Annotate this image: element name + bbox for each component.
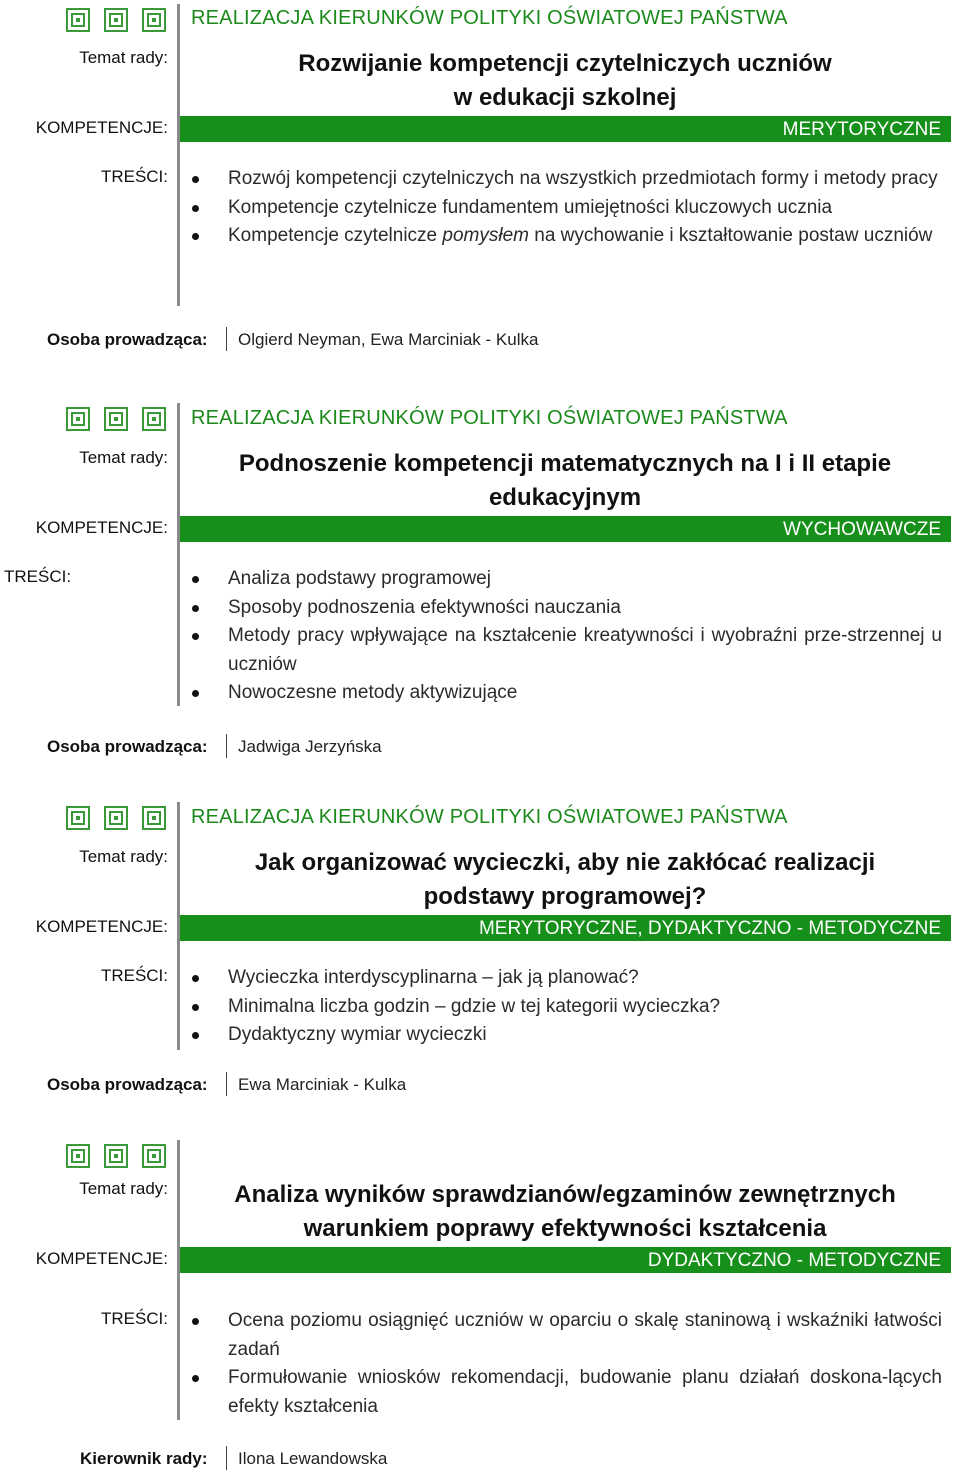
list-item-text: na wychowanie i kształtowanie postaw uczniów bbox=[528, 225, 933, 246]
kompetencje-label: KOMPETENCJE: bbox=[35, 917, 168, 936]
section-heading: REALIZACJA KIERUNKÓW POLITYKI OŚWIATOWEJ PAŃSTWA bbox=[191, 7, 788, 29]
tresci-label: TREŚCI: bbox=[100, 167, 168, 186]
tresci-label: TREŚCI: bbox=[100, 966, 168, 985]
topic-title-line1: Podnoszenie kompetencji matematycznych na I i II etapie bbox=[238, 450, 892, 477]
kompetencje-label: KOMPETENCJE: bbox=[35, 118, 168, 137]
osoba-label: Osoba prowadząca: bbox=[47, 737, 208, 756]
kierownik-separator bbox=[226, 1446, 227, 1470]
list-item: Formułowanie wniosków rekomendacji, budowanie planu działań doskona-lących efekty kształcenia bbox=[190, 1364, 942, 1421]
topic-title-line1: Analiza wyników sprawdzianów/egzaminów zewnętrznych bbox=[234, 1181, 896, 1208]
temat-label: Temat rady: bbox=[79, 448, 168, 467]
temat-label: Temat rady: bbox=[79, 48, 168, 67]
section-heading: REALIZACJA KIERUNKÓW POLITYKI OŚWIATOWEJ PAŃSTWA bbox=[191, 806, 788, 828]
list-item: Minimalna liczba godzin – gdzie w tej kategorii wycieczka? bbox=[190, 993, 942, 1022]
list-item: Metody pracy wpływające na kształcenie kreatywności i wyobraźni prze-strzennej u uczniów bbox=[190, 622, 942, 679]
osoba-value: Ewa Marciniak - Kulka bbox=[238, 1075, 407, 1094]
kompetencje-bar: WYCHOWAWCZE bbox=[180, 516, 951, 542]
icon-group bbox=[66, 1144, 166, 1174]
topic-title-line1: Rozwijanie kompetencji czytelniczych uczniów bbox=[298, 50, 832, 77]
kompetencje-bar: MERYTORYCZNE bbox=[180, 116, 951, 142]
list-item: Nowoczesne metody aktywizujące bbox=[190, 679, 942, 708]
topic-title-line2: w edukacji szkolnej bbox=[453, 84, 677, 111]
list-item-text: Kompetencje czytelnicze bbox=[228, 225, 443, 246]
topic-title-line2: edukacyjnym bbox=[488, 484, 642, 511]
list-item: Rozwój kompetencji czytelniczych na wszystkich przedmiotach formy i metody pracy bbox=[190, 165, 942, 194]
tresci-list bbox=[190, 1307, 942, 1421]
kompetencje-bar: DYDAKTYCZNO - METODYCZNE bbox=[180, 1247, 951, 1273]
temat-label: Temat rady: bbox=[79, 847, 168, 866]
qr-square-icon bbox=[104, 1144, 128, 1168]
topic-title bbox=[180, 1178, 950, 1246]
osoba-value: Jadwiga Jerzyńska bbox=[238, 737, 382, 756]
topic-title-line1: Jak organizować wycieczki, aby nie zakłócać realizacji bbox=[254, 849, 876, 876]
list-item: Ocena poziomu osiągnięć uczniów w oparciu o skalę staninową i wskaźniki łatwości zadań bbox=[190, 1307, 942, 1364]
list-item: Kompetencje czytelnicze fundamentem umiejętności kluczowych ucznia bbox=[190, 194, 942, 223]
tresci-label: TREŚCI: bbox=[4, 567, 72, 586]
list-item-emphasis: pomysłem bbox=[442, 225, 529, 246]
list-item: Sposoby podnoszenia efektywności nauczania bbox=[190, 594, 942, 623]
section-heading: REALIZACJA KIERUNKÓW POLITYKI OŚWIATOWEJ PAŃSTWA bbox=[191, 407, 788, 429]
temat-label: Temat rady: bbox=[79, 1179, 168, 1198]
qr-square-icon bbox=[142, 1144, 166, 1168]
qr-square-icon bbox=[66, 1144, 90, 1168]
osoba-value: Olgierd Neyman, Ewa Marciniak - Kulka bbox=[238, 330, 539, 349]
list-item: Dydaktyczny wymiar wycieczki bbox=[190, 1021, 942, 1050]
tresci-label: TREŚCI: bbox=[100, 1309, 168, 1328]
kompetencje-label: KOMPETENCJE: bbox=[35, 1249, 168, 1268]
kierownik-value: Ilona Lewandowska bbox=[238, 1449, 388, 1468]
list-item: Wycieczka interdyscyplinarna – jak ją planować? bbox=[190, 964, 942, 993]
osoba-label: Osoba prowadząca: bbox=[47, 330, 208, 349]
list-item: Analiza podstawy programowej bbox=[190, 565, 942, 594]
kierownik-label: Kierownik rady: bbox=[80, 1449, 208, 1468]
kompetencje-bar: MERYTORYCZNE, DYDAKTYCZNO - METODYCZNE bbox=[180, 915, 951, 941]
topic-title-line2: podstawy programowej? bbox=[423, 883, 707, 910]
osoba-label: Osoba prowadząca: bbox=[47, 1075, 208, 1094]
topic-title-line2: warunkiem poprawy efektywności kształcenia bbox=[303, 1215, 827, 1242]
kompetencje-label: KOMPETENCJE: bbox=[35, 518, 168, 537]
